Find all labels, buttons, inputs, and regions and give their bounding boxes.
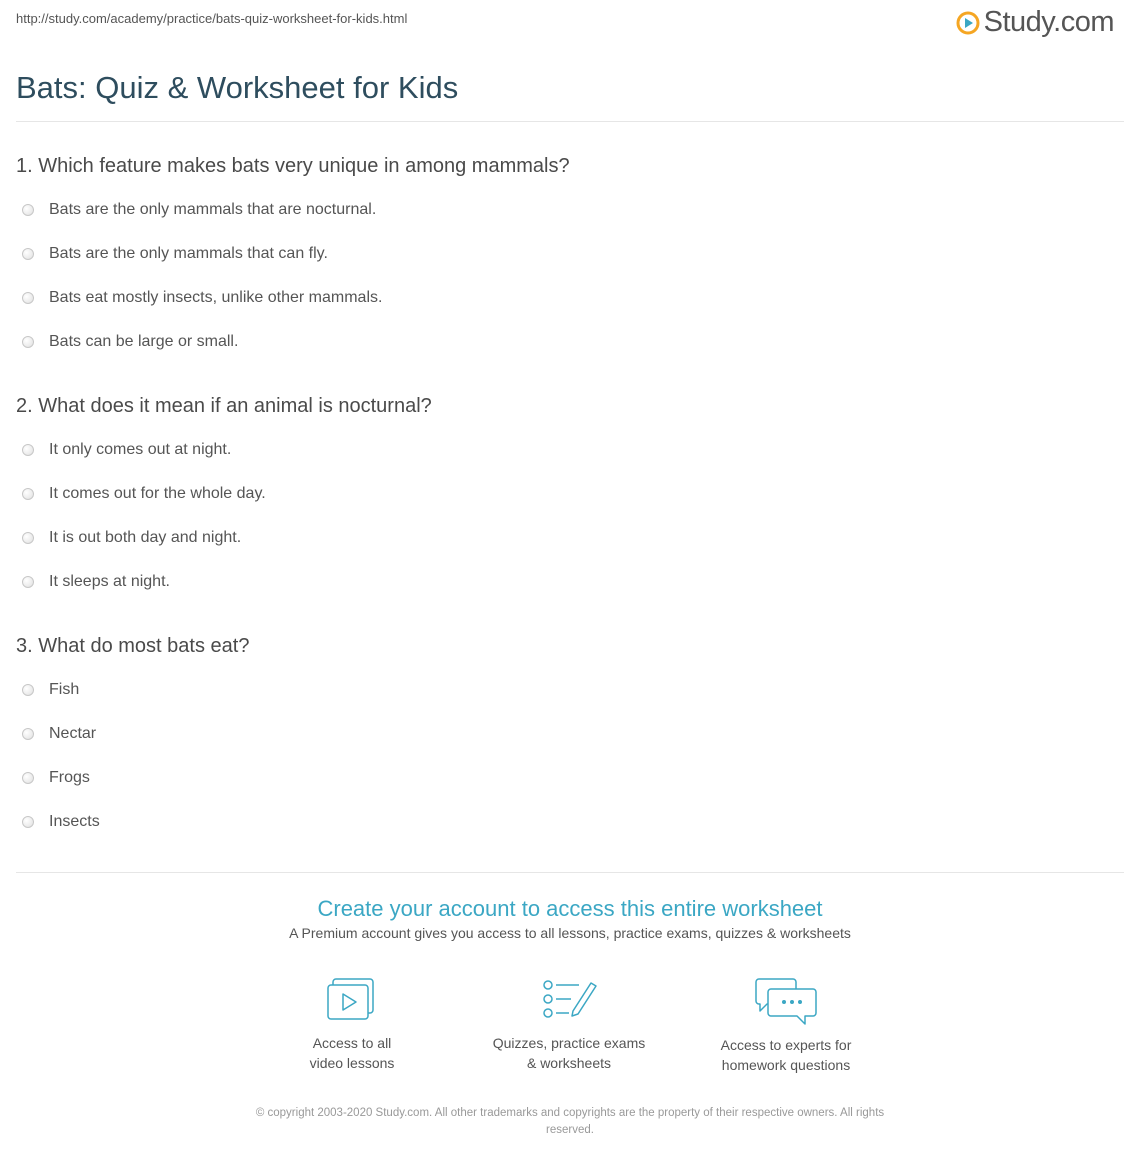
study-logo[interactable] — [956, 6, 1114, 39]
choice-2-4[interactable] — [22, 571, 170, 593]
radio-button[interactable] — [22, 336, 34, 348]
choice-2-2[interactable] — [22, 483, 266, 505]
radio-button[interactable] — [22, 248, 34, 260]
choice-1-2[interactable] — [22, 243, 328, 265]
feature-video-lessons[interactable] — [257, 975, 447, 1073]
cta-title-link[interactable]: Create your account to access this entire worksheet — [317, 896, 823, 921]
choice-3-3[interactable] — [22, 767, 90, 789]
page-url[interactable]: http://study.com/academy/practice/bats-quiz-worksheet-for-kids.html — [16, 11, 408, 26]
choice-3-2[interactable] — [22, 723, 96, 745]
feature-label: Access to experts for homework questions — [720, 1037, 852, 1073]
question-3: 3. What do most bats eat? — [16, 635, 250, 657]
choice-label: It is out both day and night. — [49, 529, 242, 546]
feature-label: Quizzes, practice exams & worksheets — [492, 1035, 646, 1071]
choice-1-1[interactable] — [22, 199, 376, 221]
radio-button[interactable] — [22, 816, 34, 828]
radio-button[interactable] — [22, 292, 34, 304]
feature-label: Access to all video lessons — [309, 1035, 395, 1071]
quiz-checklist-icon — [539, 975, 599, 1025]
choice-3-4[interactable] — [22, 811, 100, 833]
radio-button[interactable] — [22, 684, 34, 696]
play-circle-logo-icon — [956, 11, 980, 35]
radio-button[interactable] — [22, 772, 34, 784]
chat-bubbles-icon — [753, 975, 819, 1027]
choice-label: Nectar — [49, 725, 97, 742]
choice-label: Insects — [49, 813, 100, 830]
choice-label: Bats can be large or small. — [49, 333, 239, 350]
choice-label: It sleeps at night. — [49, 573, 170, 590]
cta-divider — [16, 872, 1124, 873]
choice-2-3[interactable] — [22, 527, 241, 549]
choice-label: Bats are the only mammals that are nocturnal. — [49, 201, 377, 218]
choice-1-3[interactable] — [22, 287, 382, 309]
choice-label: It only comes out at night. — [49, 441, 232, 458]
cta-subtitle: A Premium account gives you access to all lessons, practice exams, quizzes & worksheets — [289, 925, 851, 941]
choice-3-1[interactable] — [22, 679, 79, 701]
radio-button[interactable] — [22, 444, 34, 456]
choice-label: Bats are the only mammals that can fly. — [49, 245, 328, 262]
choice-label: Fish — [49, 681, 80, 698]
title-divider — [16, 121, 1124, 122]
question-1: 1. Which feature makes bats very unique in among mammals? — [16, 155, 570, 177]
radio-button[interactable] — [22, 488, 34, 500]
choice-label: Bats eat mostly insects, unlike other mammals. — [49, 289, 383, 306]
logo-wordmark: Study.com — [983, 6, 1114, 38]
copyright-footer: © copyright 2003-2020 Study.com. All other trademarks and copyrights are the property of their respective owners. All rights reserved. — [255, 1107, 885, 1136]
feature-quizzes[interactable] — [474, 975, 664, 1073]
radio-button[interactable] — [22, 204, 34, 216]
page-header — [0, 0, 1140, 44]
video-lessons-icon — [324, 975, 380, 1025]
choice-label: It comes out for the whole day. — [49, 485, 266, 502]
choice-1-4[interactable] — [22, 331, 238, 353]
radio-button[interactable] — [22, 728, 34, 740]
radio-button[interactable] — [22, 576, 34, 588]
choice-2-1[interactable] — [22, 439, 231, 461]
radio-button[interactable] — [22, 532, 34, 544]
feature-experts[interactable] — [691, 975, 881, 1075]
question-2: 2. What does it mean if an animal is nocturnal? — [16, 395, 432, 417]
page-title: Bats: Quiz & Worksheet for Kids — [16, 70, 459, 105]
choice-label: Frogs — [49, 769, 90, 786]
